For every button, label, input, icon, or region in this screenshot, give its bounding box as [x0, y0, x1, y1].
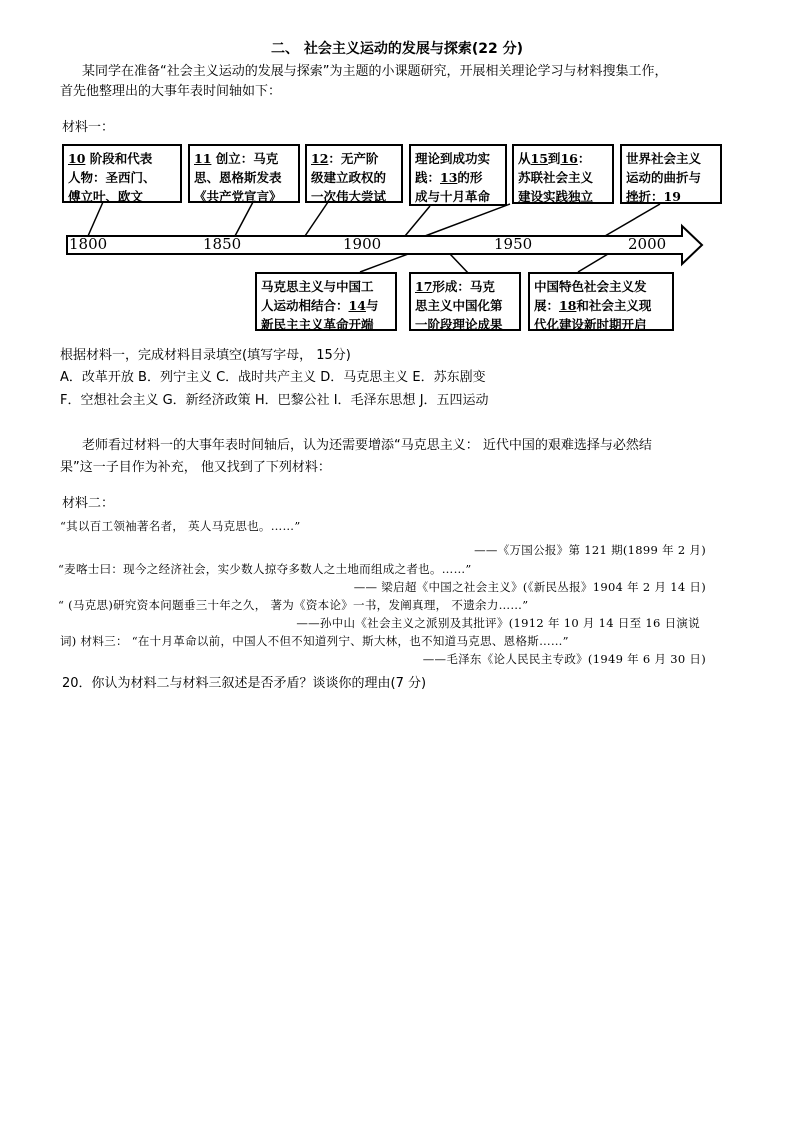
blank-11: 11	[194, 151, 212, 166]
quote-4: 词) 材料三： “在十月革命以前，中国人不但不知道列宁、斯大林，也不知道马克思、恩格斯……”	[60, 634, 569, 648]
blank-18: 18	[559, 298, 577, 313]
event-box-13: 理论到成功实 践：13的形 成与十月革命	[409, 144, 507, 206]
intro-line-2: 首先他整理出的大事年表时间轴如下：	[60, 84, 282, 99]
event-box-17: 17形成：马克 思主义中国化第 一阶段理论成果	[409, 272, 521, 331]
blank-19: 19	[663, 189, 681, 204]
event-box-10: 10 阶段和代表 人物：圣西门、 傅立叶、欧文	[62, 144, 182, 203]
blank-10: 10	[68, 151, 86, 166]
teacher-line-1: 老师看过材料一的大事年表时间轴后，认为还需要增添“马克思主义： 近代中国的艰难选择与必然结	[82, 438, 652, 453]
section-title: 二、 社会主义运动的发展与探索(22 分)	[270, 41, 524, 57]
teacher-line-2: 果”这一子目作为补充， 他又找到了下列材料：	[60, 460, 331, 475]
year-1800: 1800	[69, 235, 108, 253]
timeline-arrow	[67, 226, 702, 264]
blank-15: 15	[530, 151, 548, 166]
event-box-15-16: 从15到16： 苏联社会主义 建设实践独立	[512, 144, 614, 204]
material-2-label: 材料二：	[62, 496, 115, 511]
quote-3: “ (马克思)研究资本问题垂三十年之久， 著为《资本论》一书，发阐真理， 不遗余力……”	[58, 598, 529, 612]
blank-14: 14	[348, 298, 366, 313]
question-fill-instruction: 根据材料一，完成材料目录填空(填写字母， 15分)	[60, 348, 351, 363]
year-1850: 1850	[203, 235, 242, 253]
intro-line-1: 某同学在准备“社会主义运动的发展与探索”为主题的小课题研究，开展相关理论学习与材料搜集工作，	[82, 64, 668, 79]
year-2000: 2000	[628, 235, 667, 253]
blank-17: 17	[415, 279, 433, 294]
event-box-14: 马克思主义与中国工 人运动相结合：14与 新民主主义革命开端	[255, 272, 397, 331]
source-3: ——孙中山《社会主义之派别及其批评》(1912 年 10 月 14 日至 16 日演说	[296, 616, 700, 630]
event-box-11: 11 创立：马克 思、恩格斯发表 《共产党宣言》	[188, 144, 300, 203]
options-line-1: A．改革开放 B．列宁主义 C．战时共产主义 D．马克思主义 E．苏东剧变	[60, 370, 486, 385]
question-20: 20．你认为材料二与材料三叙述是否矛盾？谈谈你的理由(7 分)	[62, 676, 427, 691]
source-2: —— 梁启超《中国之社会主义》(《新民丛报》1904 年 2 月 14 日)	[353, 580, 706, 594]
blank-13: 13	[440, 170, 458, 185]
source-4: ——毛泽东《论人民民主专政》(1949 年 6 月 30 日)	[422, 652, 706, 666]
material-1-label: 材料一：	[62, 120, 115, 135]
event-box-19: 世界社会主义 运动的曲折与 挫折：19	[620, 144, 722, 204]
blank-12: 12	[311, 151, 329, 166]
event-box-12: 12：无产阶 级建立政权的 一次伟大尝试	[305, 144, 403, 203]
options-line-2: F．空想社会主义 G．新经济政策 H．巴黎公社 I．毛泽东思想 J．五四运动	[60, 393, 489, 408]
blank-16: 16	[560, 151, 578, 166]
year-1900: 1900	[343, 235, 382, 253]
source-1: ——《万国公报》第 121 期(1899 年 2 月)	[474, 543, 706, 557]
event-box-18: 中国特色社会主义发 展：18和社会主义现 代化建设新时期开启	[528, 272, 674, 331]
quote-2: “麦喀士曰：现今之经济社会，实少数人掠夺多数人之土地而组成之者也。……”	[58, 562, 472, 576]
quote-1: “其以百工领袖著名者， 英人马克思也。……”	[60, 519, 301, 533]
year-1950: 1950	[494, 235, 533, 253]
